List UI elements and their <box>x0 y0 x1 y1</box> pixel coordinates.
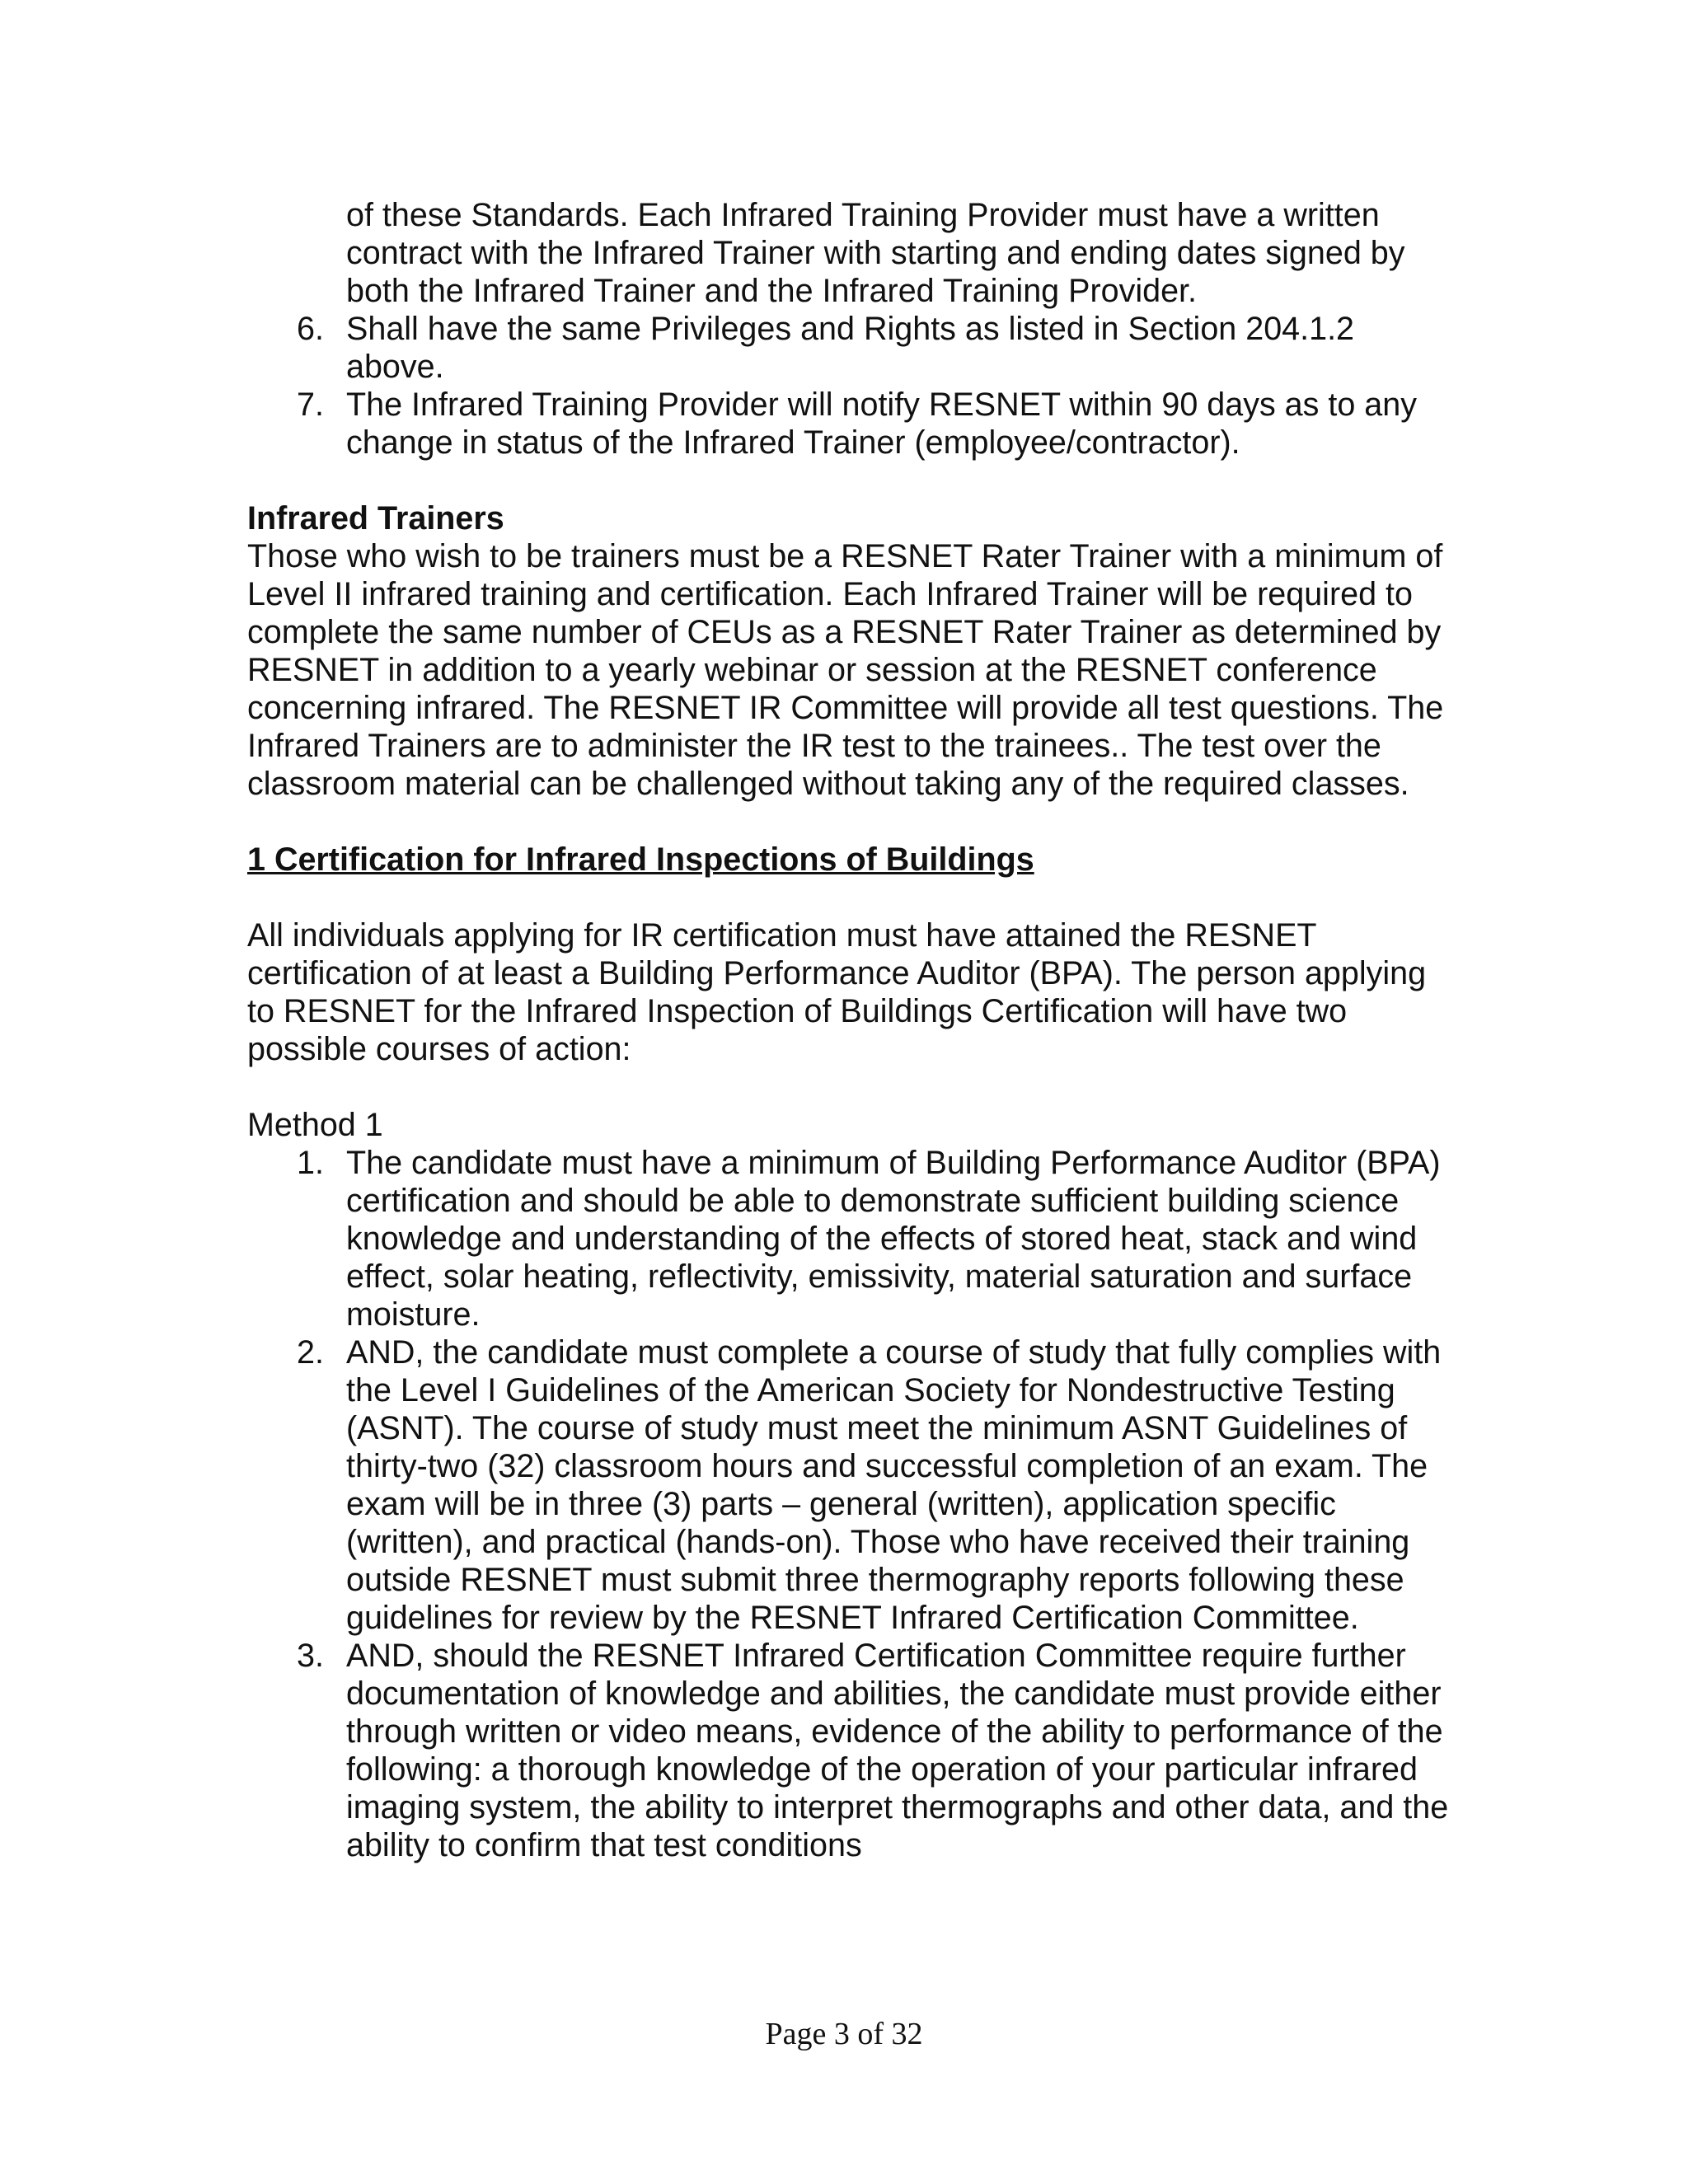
continuation-text: of these Standards. Each Infrared Training Provider must have a written contract with the Infrared Trainer with starting and ending dates signed by both the Infrared Trainer and the Infrared Training Provider. <box>346 197 1405 309</box>
list-item-continuation <box>247 196 1459 310</box>
list-number: 3. <box>297 1638 324 1674</box>
list-text: The Infrared Training Provider will notify RESNET within 90 days as to any change in status of the Infrared Trainer (employee/contractor). <box>346 387 1417 461</box>
provider-list <box>247 310 1459 462</box>
list-text: AND, the candidate must complete a course of study that fully complies with the Level I Guidelines of the American Society for Nondestructive Testing (ASNT). The course of study must meet the minimum ASNT Guidelines of thirty-two (32) classroom hours and successful completion of an exam. The exam will be in three (3) parts – general (written), application specific (written), and practical (hands-on). Those who have received their training outside RESNET must submit three thermography reports following these guidelines for review by the RESNET Infrared Certification Committee. <box>346 1334 1442 1636</box>
certification-heading: 1 Certification for Infrared Inspections of Buildings <box>247 841 1034 878</box>
page-content <box>247 196 1459 1864</box>
list-item <box>247 1637 1459 1864</box>
certification-intro: All individuals applying for IR certification must have attained the RESNET certification of at least a Building Performance Auditor (BPA). The person applying to RESNET for the Infrared Inspection of Buildings Certification will have two possible courses of action: <box>247 917 1427 1067</box>
list-text: AND, should the RESNET Infrared Certification Committee require further documentation of knowledge and abilities, the candidate must provide either through written or video means, evidence of the ability to performance of the following: a thorough knowledge of the operation of your particular infrared imaging system, the ability to interpret thermographs and other data, and the ability to confirm that test conditions <box>346 1638 1449 1863</box>
list-text: Shall have the same Privileges and Rights as listed in Section 204.1.2 above. <box>346 311 1355 385</box>
certification-list <box>247 1144 1459 1864</box>
list-item <box>247 386 1459 462</box>
list-number: 6. <box>297 311 324 347</box>
infrared-trainers-heading: Infrared Trainers <box>247 500 504 537</box>
infrared-trainers-body: Those who wish to be trainers must be a RESNET Rater Trainer with a minimum of Level II infrared training and certification. Each Infrared Trainer will be required to complete the same number of CEUs as a RESNET Rater Trainer as determined by RESNET in addition to a yearly webinar or session at the RESNET conference concerning infrared. The RESNET IR Committee will provide all test questions. The Infrared Trainers are to administer the IR test to the trainees.. The test over the classroom material can be challenged without taking any of the required classes. <box>247 538 1444 802</box>
list-number: 1. <box>297 1145 324 1181</box>
list-item <box>247 310 1459 386</box>
list-text: The candidate must have a minimum of Building Performance Auditor (BPA) certification and should be able to demonstrate sufficient building science knowledge and understanding of the effects of stored heat, stack and wind effect, solar heating, reflectivity, emissivity, material saturation and surface moisture. <box>346 1145 1441 1333</box>
list-item <box>247 1333 1459 1637</box>
method-label: Method 1 <box>247 1107 383 1143</box>
page-number-footer: Page 3 of 32 <box>765 2017 923 2051</box>
list-number: 7. <box>297 387 324 423</box>
list-item <box>247 1144 1459 1333</box>
list-number: 2. <box>297 1334 324 1371</box>
